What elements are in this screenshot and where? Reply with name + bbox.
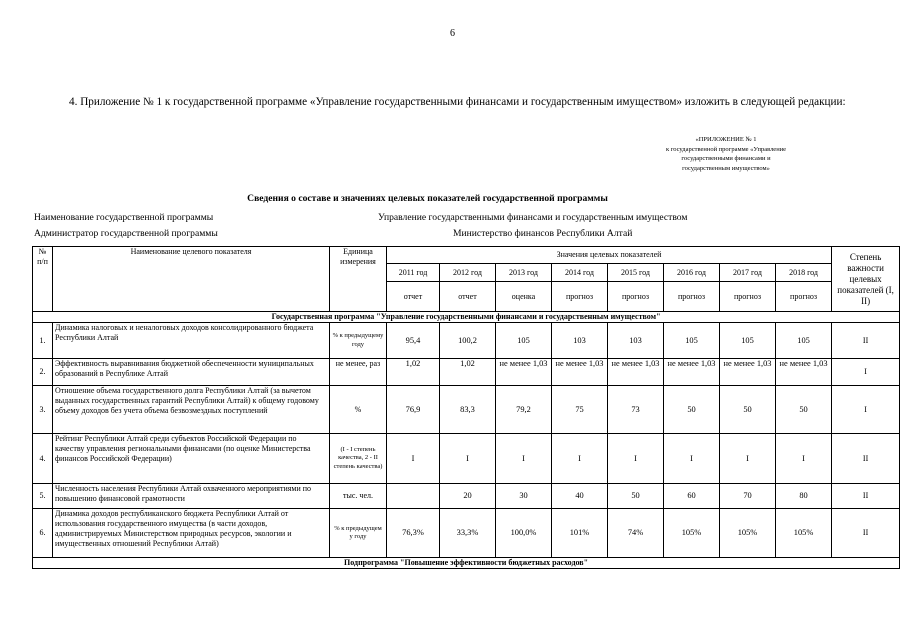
appendix-line-3: государственными финансами и [681, 155, 771, 163]
table-row [33, 386, 900, 434]
row-value: не менее 1,03 [776, 359, 832, 386]
table-row [33, 509, 900, 558]
header-values-group: Значения целевых показателей [387, 247, 832, 264]
row-num: 1. [33, 323, 53, 359]
table-row [33, 323, 900, 359]
header-value-type: прогноз [664, 282, 720, 312]
row-value: не менее 1,03 [664, 359, 720, 386]
row-value: 60 [664, 484, 720, 509]
row-unit: % к предыдущему году [330, 323, 387, 359]
row-value: не менее 1,03 [552, 359, 608, 386]
appendix-line-4: государственным имуществом» [682, 164, 770, 172]
row-value: 20 [440, 484, 496, 509]
row-value: 103 [608, 323, 664, 359]
document-title: Сведения о составе и значениях целевых показателей государственной программы [247, 193, 608, 204]
section-program: Государственная программа "Управление государственными финансами и государственным имуществом" [33, 312, 900, 323]
row-value: 100,0% [496, 509, 552, 558]
row-value: 40 [552, 484, 608, 509]
row-num: 3. [33, 386, 53, 434]
header-name: Наименование целевого показателя [53, 247, 330, 312]
table-row [33, 484, 900, 509]
row-value: 50 [608, 484, 664, 509]
row-importance: II [832, 484, 900, 509]
row-value: I [720, 434, 776, 484]
row-num: 4. [33, 434, 53, 484]
row-value: I [440, 434, 496, 484]
row-value: 70 [720, 484, 776, 509]
row-unit: тыс. чел. [330, 484, 387, 509]
row-value: не менее 1,03 [496, 359, 552, 386]
row-value: 105 [776, 323, 832, 359]
row-value: 100,2 [440, 323, 496, 359]
header-year: 2014 год [552, 264, 608, 282]
appendix-line-1: «ПРИЛОЖЕНИЕ № 1 [695, 136, 757, 143]
row-indicator-name: Численность населения Республики Алтай охваченного мероприятиями по повышению финансовой грамотности [53, 484, 330, 509]
row-indicator-name: Отношение объема государственного долга Республики Алтай (за вычетом выданных государственных гарантий Республики Алтай) к общему годовому объему доходов без учета объема безвозмездных поступлений [53, 386, 330, 434]
row-value: не менее 1,03 [720, 359, 776, 386]
header-value-type: прогноз [776, 282, 832, 312]
row-unit: (I - I степень качества, 2 - II степень качества) [330, 434, 387, 484]
row-value: 80 [776, 484, 832, 509]
header-year: 2013 год [496, 264, 552, 282]
row-unit: % [330, 386, 387, 434]
row-value: I [387, 434, 440, 484]
row-importance: I [832, 359, 900, 386]
row-value: 30 [496, 484, 552, 509]
header-value-type: оценка [496, 282, 552, 312]
row-value: I [608, 434, 664, 484]
row-value: I [552, 434, 608, 484]
row-importance: II [832, 434, 900, 484]
row-value: 76,9 [387, 386, 440, 434]
header-num: № п/п [33, 247, 53, 312]
row-value: 50 [776, 386, 832, 434]
section-subprogram: Подпрограмма "Повышение эффективности бюджетных расходов" [33, 558, 900, 569]
header-year: 2015 год [608, 264, 664, 282]
header-year: 2017 год [720, 264, 776, 282]
header-value-type: прогноз [720, 282, 776, 312]
row-importance: II [832, 323, 900, 359]
row-value: не менее 1,03 [608, 359, 664, 386]
row-value: I [776, 434, 832, 484]
row-value: 76,3% [387, 509, 440, 558]
row-value: 1,02 [387, 359, 440, 386]
header-importance: Степень важности целевых показателей (I, II) [832, 247, 900, 312]
row-value: 75 [552, 386, 608, 434]
header-year: 2012 год [440, 264, 496, 282]
intro-paragraph: 4. Приложение № 1 к государственной программе «Управление государственными финансами и государственным имуществом» изложить в следующей редакции: [69, 96, 846, 108]
row-value: 50 [664, 386, 720, 434]
row-value: 103 [552, 323, 608, 359]
row-indicator-name: Динамика доходов республиканского бюджета Республики Алтай от использования государственного имущества (в части доходов, администрируемых Министерством природных ресурсов, экологии и имущественных отношений Республики Алтай) [53, 509, 330, 558]
program-name-label: Наименование государственной программы [34, 212, 214, 223]
row-value: 33,3% [440, 509, 496, 558]
row-unit: не менее, раз [330, 359, 387, 386]
row-value: 1,02 [440, 359, 496, 386]
row-indicator-name: Эффективность выравнивания бюджетной обеспеченности муниципальных образований в Республике Алтай [53, 359, 330, 386]
row-indicator-name: Рейтинг Республики Алтай среди субъектов Российской Федерации по качеству управления региональными финансами (по оценке Министерства финансов Российской Федерации) [53, 434, 330, 484]
row-value: 105 [720, 323, 776, 359]
header-value-type: отчет [387, 282, 440, 312]
row-value: I [496, 434, 552, 484]
administrator-value: Министерство финансов Республики Алтай [453, 228, 633, 239]
row-importance: I [832, 386, 900, 434]
header-unit: Единица измерения [330, 247, 387, 312]
row-value: I [664, 434, 720, 484]
row-value: 83,3 [440, 386, 496, 434]
row-value: 105% [720, 509, 776, 558]
row-value: 79,2 [496, 386, 552, 434]
row-value: 105 [664, 323, 720, 359]
header-value-type: прогноз [552, 282, 608, 312]
page-number: 6 [450, 28, 455, 39]
row-value: 50 [720, 386, 776, 434]
header-value-type: прогноз [608, 282, 664, 312]
indicators-table [32, 246, 900, 569]
row-value [387, 484, 440, 509]
header-year: 2018 год [776, 264, 832, 282]
row-value: 73 [608, 386, 664, 434]
administrator-label: Администратор государственной программы [34, 228, 218, 239]
row-importance: II [832, 509, 900, 558]
table-row [33, 434, 900, 484]
header-value-type: отчет [440, 282, 496, 312]
row-value: 105 [496, 323, 552, 359]
header-year: 2011 год [387, 264, 440, 282]
table-row [33, 359, 900, 386]
row-value: 74% [608, 509, 664, 558]
row-unit: % к предыдущем у году [330, 509, 387, 558]
row-value: 95,4 [387, 323, 440, 359]
row-value: 101% [552, 509, 608, 558]
row-value: 105% [776, 509, 832, 558]
row-value: 105% [664, 509, 720, 558]
header-year: 2016 год [664, 264, 720, 282]
row-num: 5. [33, 484, 53, 509]
row-indicator-name: Динамика налоговых и неналоговых доходов консолидированного бюджета Республики Алтай [53, 323, 330, 359]
appendix-line-2: к государственной программе «Управление [665, 145, 787, 153]
appendix-header [636, 135, 816, 173]
row-num: 2. [33, 359, 53, 386]
row-num: 6. [33, 509, 53, 558]
program-name-value: Управление государственными финансами и государственным имуществом [378, 212, 688, 223]
